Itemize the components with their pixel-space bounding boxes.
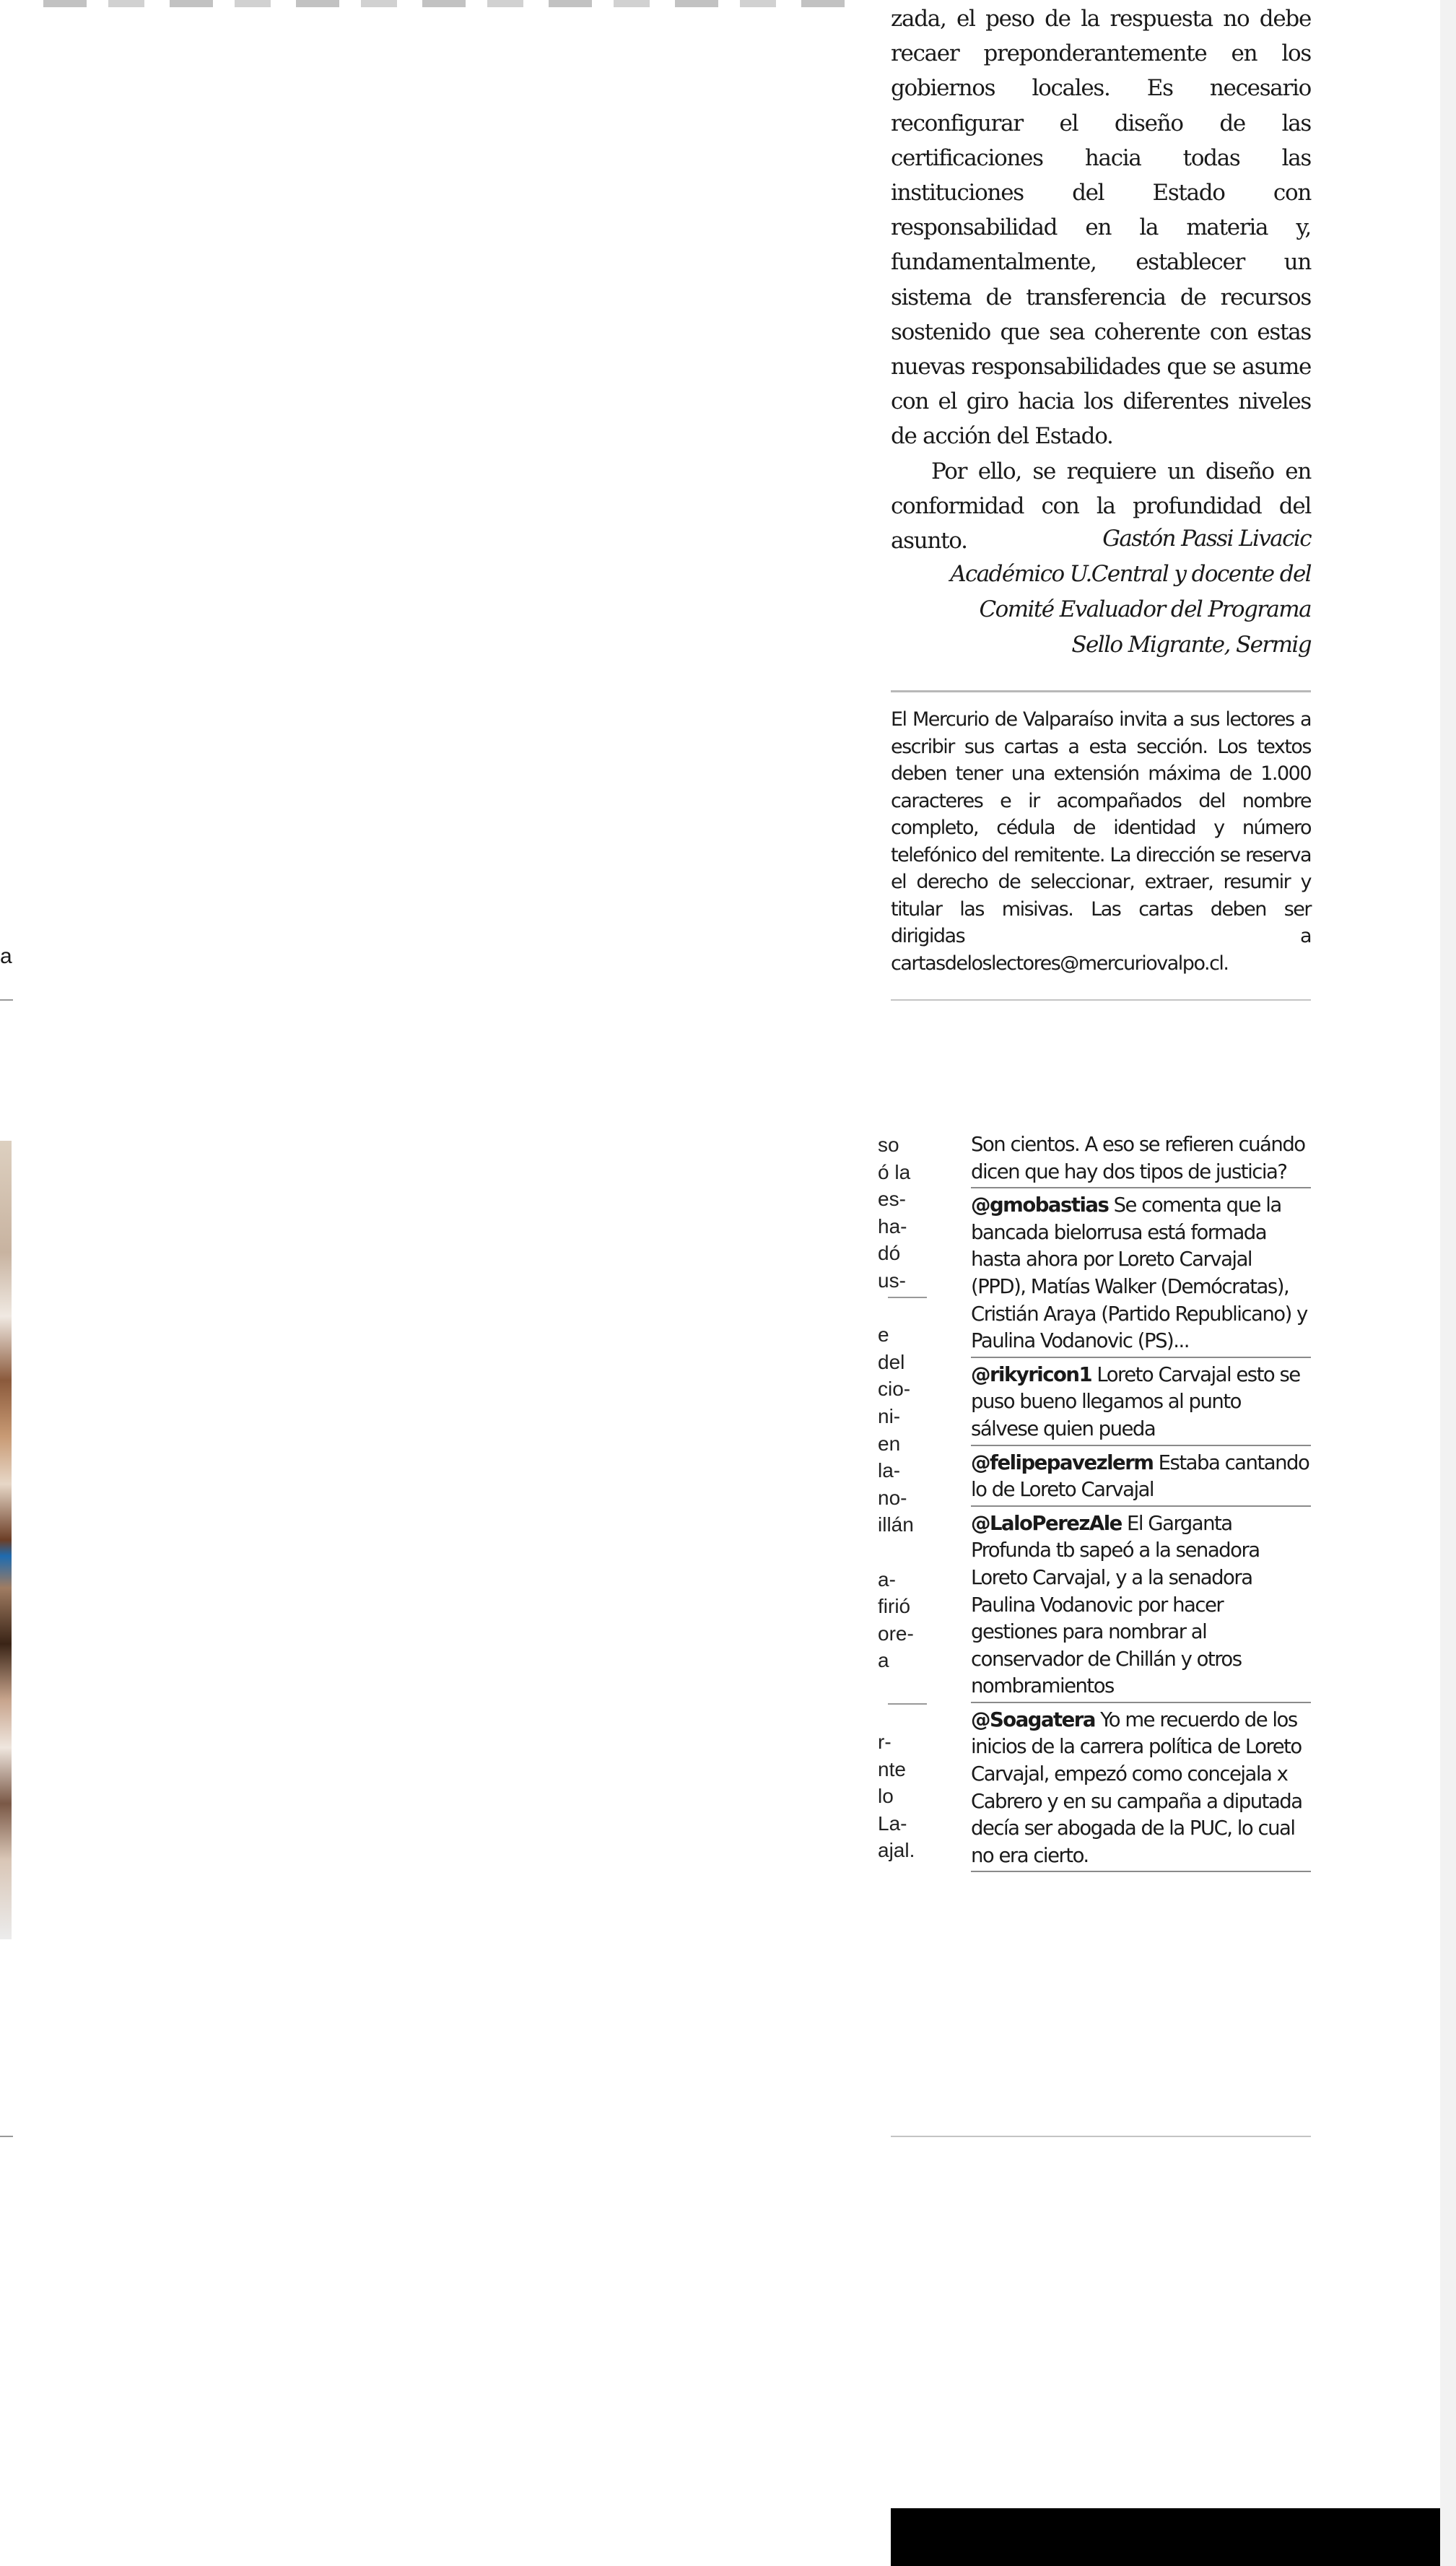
tweet-text: Se comenta que la bancada bielorrusa está formada hasta ahora por Loreto Carvajal (PPD), Matías Walker (Demócratas), Cristián Araya (Partido Republicano) y Paulina Vodanovic (PS)... (971, 1193, 1307, 1353)
cropped-column-fragments (878, 1131, 927, 1864)
text-fragment (878, 1539, 927, 1566)
text-fragment: ha- (878, 1214, 907, 1238)
black-bar (891, 2508, 1440, 2566)
cropped-left-text: a (0, 944, 12, 968)
text-fragment: so (878, 1134, 899, 1156)
text-fragment: a- (878, 1567, 896, 1591)
fragment-divider (878, 1701, 927, 1728)
text-fragment: e (878, 1323, 889, 1347)
tweet-text: Estaba cantando lo de Loreto Carvajal (971, 1451, 1309, 1502)
text-fragment: lo (878, 1785, 894, 1808)
text-fragment: ajal. (878, 1839, 915, 1862)
section-divider (891, 2136, 1311, 2137)
text-fragment: ore- (878, 1622, 914, 1645)
text-fragment: es- (878, 1188, 906, 1211)
letter-body (891, 1, 1311, 558)
section-divider (891, 999, 1311, 1001)
tweet-item (971, 1707, 1311, 1873)
tweet-item (971, 1510, 1311, 1703)
letter-paragraph: Por ello, se requiere un diseño en conformidad con la profundidad del asunto. (891, 458, 1311, 554)
text-fragment: ni- (878, 1404, 901, 1427)
tweet-list (971, 1131, 1311, 1876)
tweet-handle: @gmobastias (971, 1193, 1109, 1217)
text-fragment: firió (878, 1595, 911, 1618)
letter-paragraph: zada, el peso de la respuesta no debe recaer preponderantemente en los gobiernos locales. Es necesario reconfigurar el diseño de las certificaciones hacia todas las instituciones del Estado con responsabilidad en la materia y, fundamentalmente, establecer un sistema de transferencia de recursos sostenido que sea coherente con estas nuevas responsabilidades que se asume con el giro hacia los diferentes niveles de acción del Estado. (891, 6, 1311, 450)
text-fragment (878, 1674, 927, 1702)
cropped-photo (0, 1141, 12, 1939)
tweet-item (971, 1362, 1311, 1446)
tweet-handle: @rikyricon1 (971, 1362, 1092, 1386)
tweet-handle: @LaloPerezAle (971, 1511, 1122, 1535)
text-fragment: cio- (878, 1378, 911, 1401)
tweet-item (971, 1192, 1311, 1358)
left-divider (0, 2136, 13, 2137)
text-fragment: la- (878, 1459, 901, 1482)
tweet-handle: @felipepavezlerm (971, 1451, 1154, 1474)
text-fragment: en (878, 1432, 901, 1455)
text-fragment: us- (878, 1269, 906, 1292)
tweet-text: El Garganta Profunda tb sapeó a la senadora Loreto Carvajal, y a la senadora Paulina Vodanovic por hacer gestiones para nombrar al conservador de Chillán y otros nombramientos (971, 1511, 1260, 1698)
author-title: Comité Evaluador del Programa (979, 596, 1311, 622)
text-fragment: illán (878, 1513, 914, 1536)
editorial-notice (891, 706, 1311, 977)
text-fragment: no- (878, 1486, 907, 1509)
left-divider (0, 999, 13, 1001)
text-fragment: r- (878, 1731, 892, 1754)
tweet-text: Loreto Carvajal esto se puso bueno llegamos al punto sálvese quien pueda (971, 1362, 1300, 1440)
text-fragment: a (878, 1649, 889, 1672)
cropped-text-line (43, 0, 859, 7)
tweet-item (971, 1450, 1311, 1507)
text-fragment: dó (878, 1242, 901, 1265)
letter-signature (891, 521, 1311, 663)
text-fragment: del (878, 1350, 905, 1373)
author-name: Gastón Passi Livacic (1102, 526, 1311, 552)
notice-text: El Mercurio de Valparaíso invita a sus lectores a escribir sus cartas a esta sección. Los textos deben tener una extensión máxima de 1.000 caracteres e ir acompañados del nombre completo, cédula de identidad y número telefónico del remitente. La dirección se reserva el derecho de seleccionar, extraer, resumir y titular las misivas. Las cartas deben ser dirigidas a cartasdeloslectores@mercuriovalpo.cl. (891, 708, 1311, 975)
tweet-handle: @Soagatera (971, 1708, 1095, 1731)
text-fragment: ó la (878, 1160, 911, 1183)
section-divider (891, 690, 1311, 692)
page-edge (1440, 0, 1456, 2566)
tweet-text: Yo me recuerdo de los inicios de la carrera política de Loreto Carvajal, empezó como concejala x Cabrero y en su campaña a diputada decía ser abogada de la PUC, lo cual no era cierto. (971, 1708, 1302, 1867)
tweet-item (971, 1131, 1311, 1188)
author-title: Académico U.Central y docente del (950, 561, 1311, 587)
fragment-divider (878, 1295, 927, 1322)
text-fragment: La- (878, 1812, 907, 1835)
author-title: Sello Migrante, Sermig (1071, 632, 1311, 658)
text-fragment: nte (878, 1757, 906, 1780)
tweet-text: Son cientos. A eso se refieren cuándo dicen que hay dos tipos de justicia? (971, 1133, 1305, 1183)
